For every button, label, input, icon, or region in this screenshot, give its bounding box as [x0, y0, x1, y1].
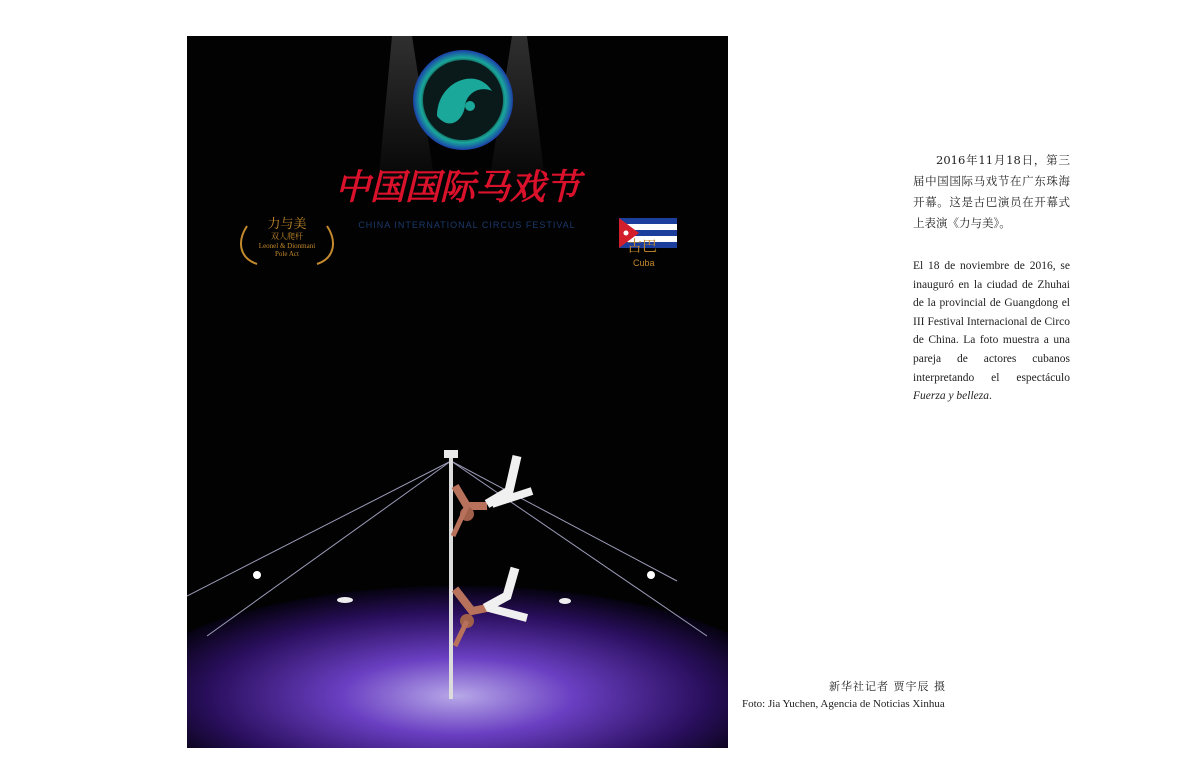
- act-type: Pole Act: [275, 250, 299, 258]
- act-badge: [237, 217, 337, 267]
- pole: [449, 456, 453, 699]
- country-name-cn: 古巴: [627, 237, 658, 255]
- floor-light: [253, 571, 261, 579]
- caption-chinese: 2016年11月18日，第三届中国国际马戏节在广东珠海开幕。这是古巴演员在开幕式上表演《力与美》。: [913, 153, 1070, 230]
- photo-credit-chinese: 新华社记者 贾宇辰 摄: [829, 680, 946, 693]
- floor-light: [337, 597, 353, 603]
- caption-spanish-text: El 18 de noviembre de 2016, se inauguró en la ciudad de Zhuhai de la provincial de Guangdong el III Festival Internacional de Circo de China. La foto muestra a una pareja de actores cubanos interpretando el espectáculo: [913, 260, 1070, 384]
- circus-festival-logo-icon: [413, 50, 513, 150]
- act-subtitle: 双人爬杆: [271, 232, 303, 241]
- floor-light: [647, 571, 655, 579]
- act-title: 力与美: [267, 217, 307, 232]
- country-name-en: Cuba: [633, 258, 655, 268]
- photo-credit-spanish: Foto: Jia Yuchen, Agencia de Noticias Xinhua: [742, 698, 945, 710]
- floor-light: [559, 598, 571, 604]
- stage-scene: [187, 36, 728, 748]
- circus-photo: [187, 36, 728, 748]
- stage-floor: [187, 586, 728, 748]
- act-names: Leonel & Dionmani: [258, 242, 316, 250]
- show-title: Fuerza y belleza: [913, 390, 990, 403]
- festival-subtitle: CHINA INTERNATIONAL CIRCUS FESTIVAL: [358, 220, 576, 230]
- festival-title: 中国国际马戏节: [334, 168, 580, 208]
- pole-top: [444, 450, 458, 458]
- country-badge: [615, 214, 681, 270]
- caption-spanish-end: .: [989, 390, 992, 403]
- caption-spanish: [913, 257, 1070, 406]
